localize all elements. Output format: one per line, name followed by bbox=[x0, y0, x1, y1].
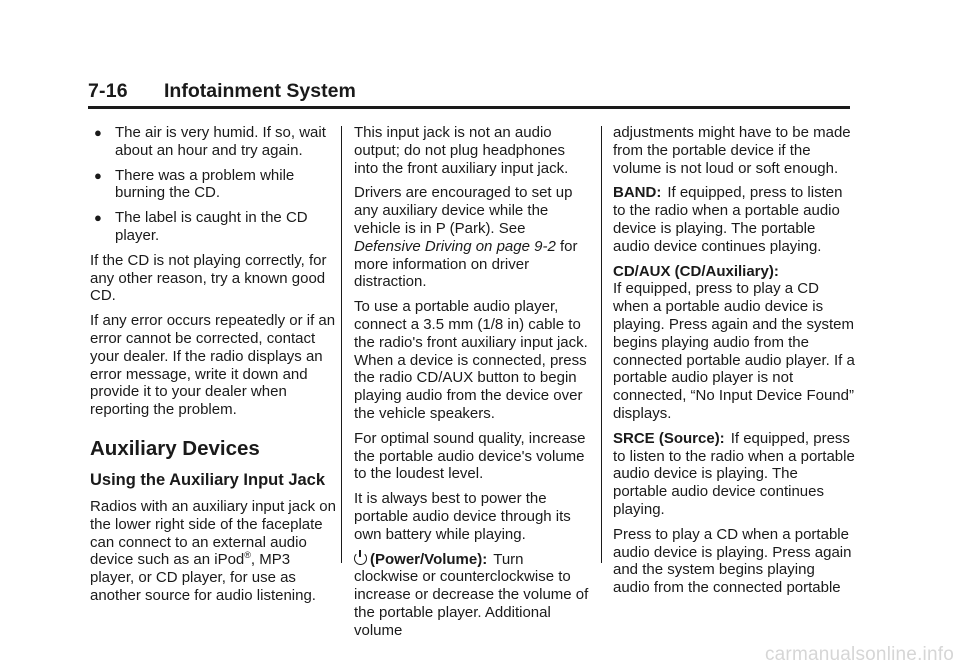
list-item bbox=[90, 167, 336, 203]
paragraph bbox=[613, 263, 855, 423]
paragraph-text: If equipped, press to listen to the radio when a portable audio device is playing. The portable audio device continues playing. bbox=[613, 429, 855, 518]
column-3 bbox=[613, 124, 855, 604]
paragraph bbox=[90, 498, 336, 605]
control-label: CD/AUX (CD/Auxiliary): bbox=[613, 262, 779, 280]
cross-reference-link[interactable]: Defensive Driving on page 9-2 bbox=[354, 237, 556, 255]
page-number: 7-16 bbox=[88, 80, 128, 102]
column-1 bbox=[90, 124, 336, 612]
paragraph: Press to play a CD when a portable audio device is playing. Press again and the system begins playing audio from the connected portable bbox=[613, 525, 852, 597]
column-2 bbox=[354, 124, 590, 647]
list-item-text: The air is very humid. If so, wait about an hour and try again. bbox=[115, 124, 326, 159]
paragraph: adjustments might have to be made from the portable device if the volume is not loud or soft enough. bbox=[613, 124, 851, 177]
paragraph-text: Drivers are encouraged to set up any auxiliary device while the vehicle is in P (Park). See bbox=[354, 184, 573, 237]
power-icon bbox=[354, 552, 367, 565]
paragraph: This input jack is not an audio output; do not plug headphones into the front auxiliary input jack. bbox=[354, 124, 569, 177]
control-label: SRCE (Source): bbox=[613, 429, 725, 447]
section-heading: Auxiliary Devices bbox=[90, 436, 260, 460]
subsection-heading: Using the Auxiliary Input Jack bbox=[90, 470, 326, 489]
paragraph-text: , MP3 player, or CD player, for use as another source for audio listening. bbox=[90, 551, 316, 604]
paragraph-text: If equipped, press to play a CD when a portable audio device is playing. Press again and the system begins playing audio from the connected portable audio player. If a portable audio player is not connected, “No Input Device Found” displays. bbox=[613, 280, 855, 422]
list-item-text: The label is caught in the CD player. bbox=[115, 209, 308, 244]
list-item bbox=[90, 209, 336, 245]
column-divider bbox=[601, 126, 602, 563]
page-header bbox=[88, 80, 850, 109]
paragraph bbox=[354, 551, 590, 640]
paragraph: To use a portable audio player, connect a 3.5 mm (1/8 in) cable to the radio's front auxiliary input jack. When a device is connected, press the radio CD/AUX button to begin playing audio from the device over the vehicle speakers. bbox=[354, 298, 588, 422]
paragraph-text: Radios with an auxiliary input jack on the lower right side of the faceplate can connect to an external audio device such as an iPod bbox=[90, 497, 336, 569]
control-label: (Power/Volume): bbox=[370, 550, 488, 568]
watermark: carmanualsonline.info bbox=[764, 644, 954, 665]
column-divider bbox=[341, 126, 342, 563]
paragraph: If any error occurs repeatedly or if an error cannot be corrected, contact your dealer. If the radio displays an error message, write it down and provide it to your dealer when reporting the problem. bbox=[90, 312, 336, 419]
paragraph: If the CD is not playing correctly, for any other reason, try a known good CD. bbox=[90, 251, 327, 305]
control-label: BAND: bbox=[613, 184, 662, 202]
paragraph-text: for more information on driver distraction. bbox=[354, 237, 578, 291]
bullet-icon: ● bbox=[94, 167, 102, 183]
list-item bbox=[90, 124, 336, 160]
bullet-icon: ● bbox=[94, 125, 102, 140]
paragraph-text: Turn clockwise or counterclockwise to increase or decrease the volume of the portable player. Additional volume bbox=[354, 550, 589, 639]
bullet-icon: ● bbox=[94, 210, 102, 226]
list-item-text: There was a problem while burning the CD. bbox=[115, 166, 295, 202]
registered-mark: ® bbox=[244, 550, 251, 561]
paragraph: It is always best to power the portable audio device through its own battery while playing. bbox=[354, 490, 571, 543]
paragraph: For optimal sound quality, increase the portable audio device's volume to the loudest level. bbox=[354, 429, 586, 483]
paragraph-text: If equipped, press to listen to the radio when a portable audio device is playing. The portable audio device continues playing. bbox=[613, 184, 843, 255]
paragraph bbox=[613, 430, 855, 519]
paragraph bbox=[613, 184, 855, 255]
paragraph bbox=[354, 184, 590, 291]
section-title: Infotainment System bbox=[164, 80, 356, 102]
